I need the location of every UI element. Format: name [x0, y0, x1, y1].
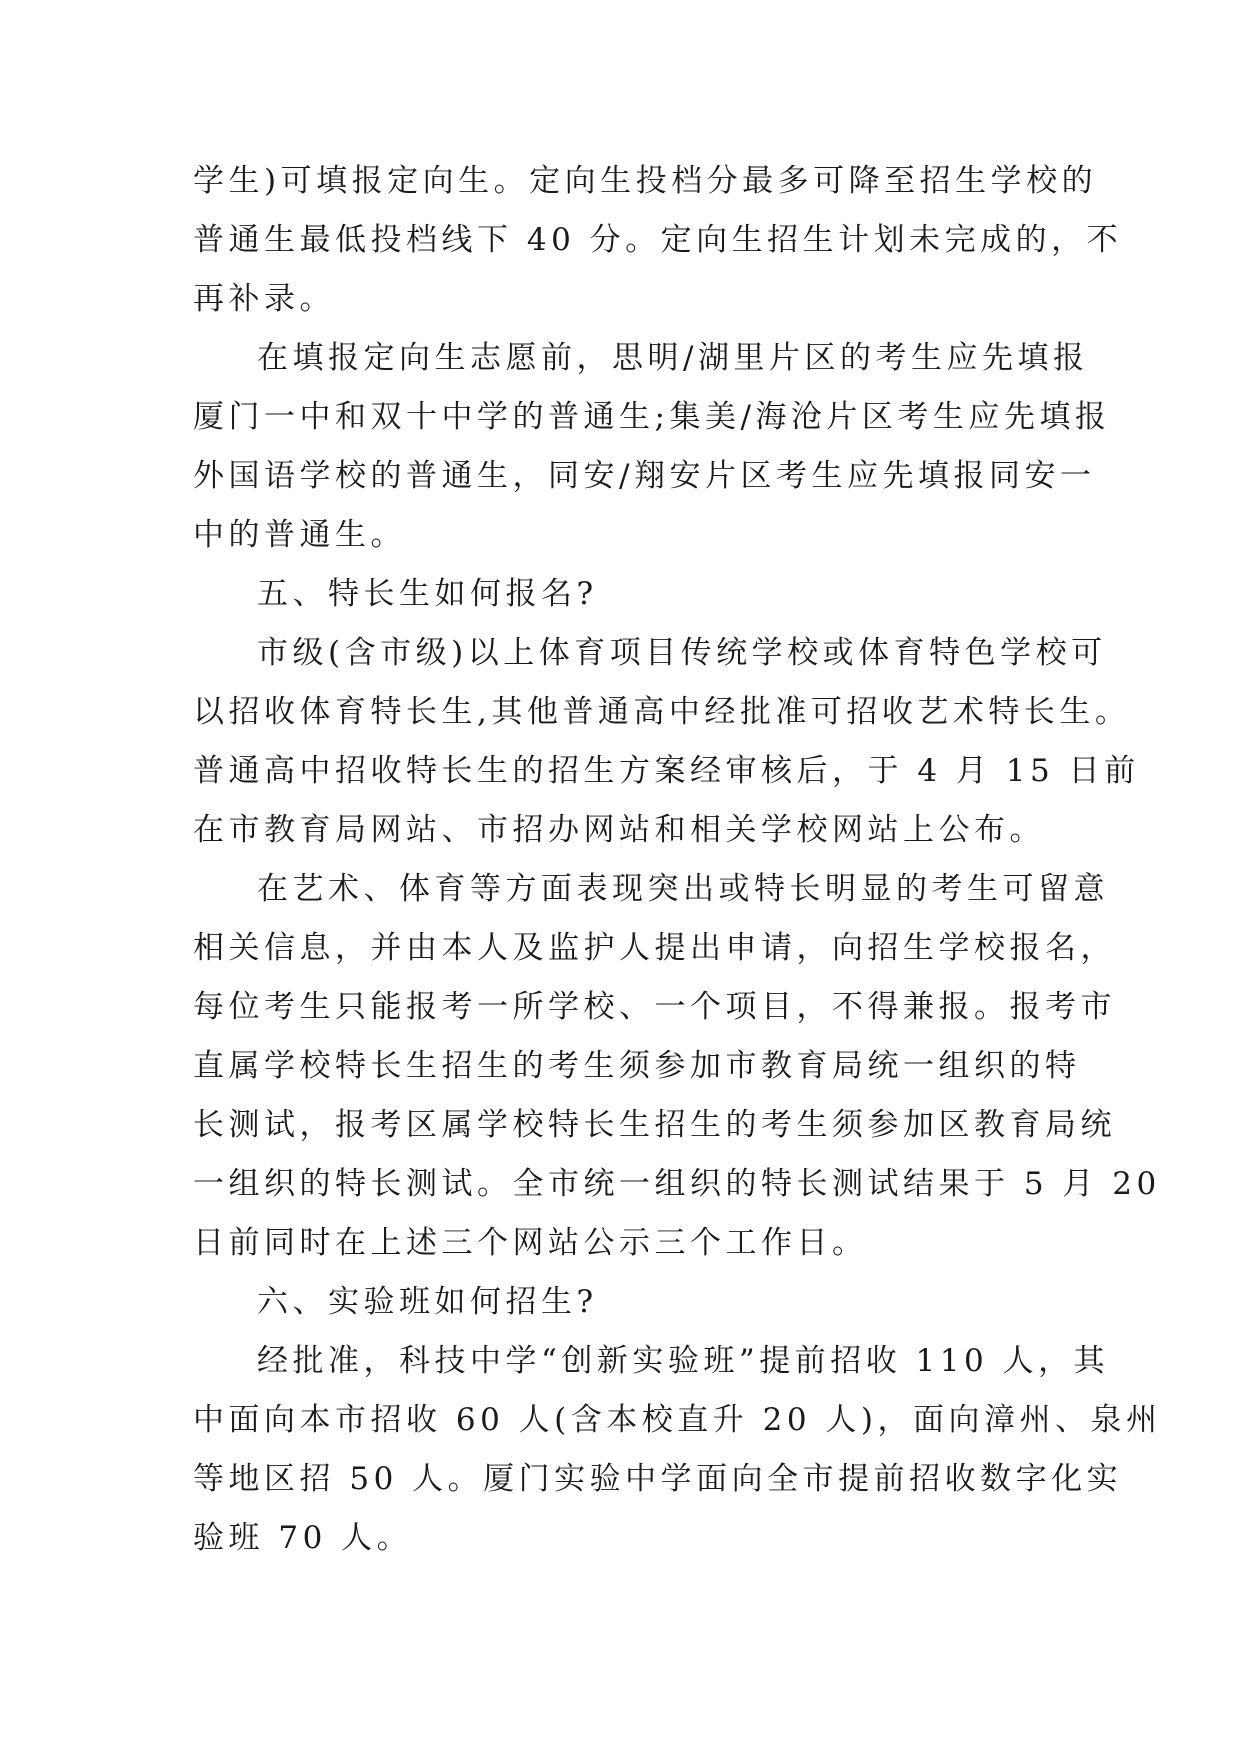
text-line: 普通高中招收特长生的招生方案经审核后，于 4 月 15 日前 — [193, 753, 1140, 789]
text-line: 以招收体育特长生,其他普通高中经批准可招收艺术特长生。 — [193, 694, 1131, 730]
paragraph-start-line: 经批准，科技中学“创新实验班”提前招收 110 人，其 — [257, 1343, 1110, 1379]
paragraph-start-line: 在艺术、体育等方面表现突出或特长明显的考生可留意 — [257, 871, 1109, 907]
text-line: 相关信息，并由本人及监护人提出申请，向招生学校报名， — [193, 930, 1116, 966]
paragraph-start-line: 市级(含市级)以上体育项目传统学校或体育特色学校可 — [257, 635, 1107, 671]
text-line: 中面向本市招收 60 人(含本校直升 20 人)，面向漳州、泉州 — [193, 1402, 1162, 1438]
text-line: 厦门一中和双十中学的普通生;集美/海沧片区考生应先填报 — [193, 399, 1111, 435]
text-line: 学生)可填报定向生。定向生投档分最多可降至招生学校的 — [193, 163, 1098, 199]
text-line: 中的普通生。 — [193, 517, 406, 553]
text-line: 等地区招 50 人。厦门实验中学面向全市提前招收数字化实 — [193, 1461, 1123, 1497]
text-line: 每位考生只能报考一所学校、一个项目，不得兼报。报考市 — [193, 989, 1116, 1025]
text-line: 在市教育局网站、市招办网站和相关学校网站上公布。 — [193, 812, 1045, 848]
text-line: 日前同时在上述三个网站公示三个工作日。 — [193, 1225, 868, 1261]
paragraph-start-line: 在填报定向生志愿前，思明/湖里片区的考生应先填报 — [257, 340, 1089, 376]
text-line: 再补录。 — [193, 281, 335, 317]
text-line: 普通生最低投档线下 40 分。定向生招生计划未完成的，不 — [193, 222, 1123, 258]
text-line: 外国语学校的普通生，同安/翔安片区考生应先填报同安一 — [193, 458, 1096, 494]
document-body — [193, 152, 1162, 1568]
section-heading: 五、特长生如何报名? — [257, 576, 598, 612]
section-heading: 六、实验班如何招生? — [257, 1284, 598, 1320]
text-line: 验班 70 人。 — [193, 1520, 413, 1556]
text-line: 长测试，报考区属学校特长生招生的考生须参加区教育局统 — [193, 1107, 1116, 1143]
text-line: 一组织的特长测试。全市统一组织的特长测试结果于 5 月 20 — [193, 1166, 1161, 1202]
text-line: 直属学校特长生招生的考生须参加市教育局统一组织的特 — [193, 1048, 1081, 1084]
